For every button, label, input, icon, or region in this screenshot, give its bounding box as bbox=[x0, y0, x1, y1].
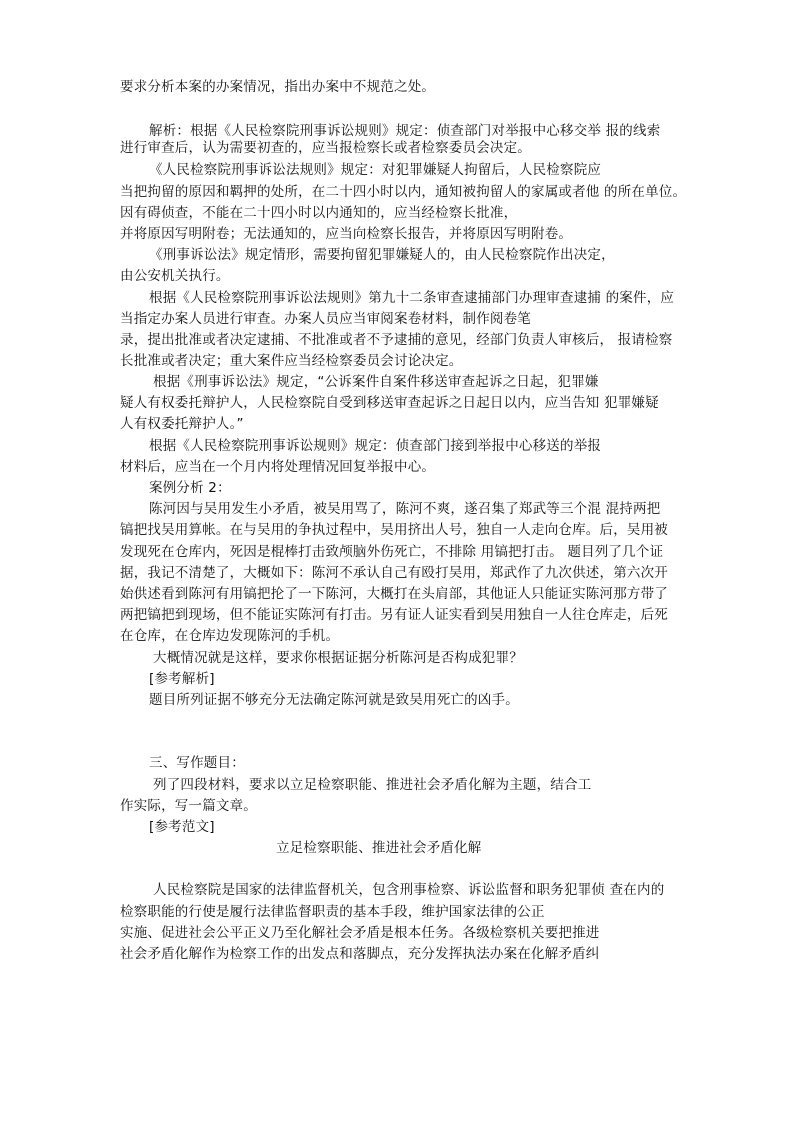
text-line: 因有碍侦查，不能在二十四小时以内通知的，应当经检察长批准， bbox=[120, 205, 518, 221]
essay-title: 立足检察职能、推进社会矛盾化解 bbox=[276, 840, 482, 856]
text-line: 列了四段材料，要求以立足检察职能、推进社会矛盾化解为主题，结合工 bbox=[153, 777, 592, 793]
text-line: 根据《人民检察院刑事诉讼规则》规定：侦查部门接到举报中心移送的举报 bbox=[149, 438, 602, 454]
text-line: 长批准或者决定；重大案件应当经检察委员会讨论决定。 bbox=[120, 353, 463, 369]
text-line: 两把镐把到现场，但不能证实陈河有打击。另有证人证实看到吴用独自一人往仓库走，后死 bbox=[120, 607, 668, 623]
text-line: 进行审查后，认为需要初查的，应当报检察长或者检察委员会决定。 bbox=[120, 140, 531, 156]
text-line: 发现死在仓库内，死因是棍棒打击致颅脑外伤死亡，不排除 用镐把打击。 题目列了几个证 bbox=[120, 544, 664, 560]
text-line: 根据《人民检察院刑事诉讼法规则》第九十二条审查逮捕部门办理审查逮捕 的案件，应 bbox=[149, 290, 675, 306]
section-heading: 三、写作题目： bbox=[149, 755, 245, 771]
text-line: 实施、促进社会公平正义乃至化解社会矛盾是根本任务。各级检察机关要把推进 bbox=[120, 925, 600, 941]
text-line: 根据《刑事诉讼法》规定，“公诉案件自案件移送审查起诉之日起，犯罪嫌 bbox=[153, 374, 599, 390]
text-line: 据，我记不清楚了，大概如下：陈河不承认自己有殴打吴用，郑武作了九次供述，第六次开 bbox=[120, 565, 668, 581]
text-line: 解析：根据《人民检察院刑事诉讼规则》规定：侦查部门对举报中心移交举 报的线索 bbox=[149, 123, 661, 139]
text-line: 案例分析 2： bbox=[149, 480, 231, 496]
text-line: 由公安机关执行。 bbox=[120, 268, 230, 284]
text-line: 《刑事诉讼法》规定情形，需要拘留犯罪嫌疑人的，由人民检察院作出决定， bbox=[149, 247, 615, 263]
text-line: 在仓库，在仓库边发现陈河的手机。 bbox=[120, 628, 340, 644]
text-line: [参考范文] bbox=[149, 819, 215, 835]
text-line: 大概情况就是这样，要求你根据证据分析陈河是否构成犯罪？ bbox=[153, 650, 523, 666]
text-line: 要求分析本案的办案情况，指出办案中不规范之处。 bbox=[120, 79, 436, 95]
text-line: 《人民检察院刑事诉讼法规则》规定：对犯罪嫌疑人拘留后，人民检察院应 bbox=[149, 162, 602, 178]
text-line: 材料后，应当在一个月内将处理情况回复举报中心。 bbox=[120, 459, 436, 475]
text-line: 题目所列证据不够充分无法确定陈河就是致吴用死亡的凶手。 bbox=[149, 692, 519, 708]
text-line: 疑人有权委托辩护人，人民检察院自受到移送审查起诉之日起日以内，应当告知 犯罪嫌疑 bbox=[120, 395, 659, 411]
text-line: [参考解析] bbox=[149, 671, 215, 687]
text-line: 当指定办案人员进行审查。办案人员应当审阅案卷材料，制作阅卷笔 bbox=[120, 311, 531, 327]
text-line: 始供述看到陈河有用镐把抡了一下陈河，大概打在头肩部，其他证人只能证实陈河那方带了 bbox=[120, 586, 668, 602]
text-line: 作实际，写一篇文章。 bbox=[120, 798, 257, 814]
text-line: 人有权委托辩护人。” bbox=[120, 416, 244, 432]
text-line: 社会矛盾化解作为检察工作的出发点和落脚点，充分发挥执法办案在化解矛盾纠 bbox=[120, 946, 600, 962]
text-line: 人民检察院是国家的法律监督机关，包含刑事检察、诉讼监督和职务犯罪侦 查在内的 bbox=[153, 882, 665, 898]
text-line: 陈河因与吴用发生小矛盾，被吴用骂了，陈河不爽，遂召集了郑武等三个混 混持两把 bbox=[149, 501, 661, 517]
text-line: 录，提出批准或者决定逮捕、不批准或者不予逮捕的意见，经部门负责人审核后， 报请检察 bbox=[120, 332, 673, 348]
text-line: 镐把找吴用算帐。在与吴用的争执过程中，吴用挤出人号，独自一人走向仓库。后，吴用被 bbox=[120, 522, 668, 538]
text-line: 当把拘留的原因和羁押的处所，在二十四小时以内，通知被拘留人的家属或者他 的所在单位。 bbox=[120, 184, 687, 200]
text-line: 检察职能的行使是履行法律监督职责的基本手段，维护国家法律的公正 bbox=[120, 904, 545, 920]
text-line: 并将原因写明附卷；无法通知的，应当向检察长报告，并将原因写明附卷。 bbox=[120, 226, 573, 242]
